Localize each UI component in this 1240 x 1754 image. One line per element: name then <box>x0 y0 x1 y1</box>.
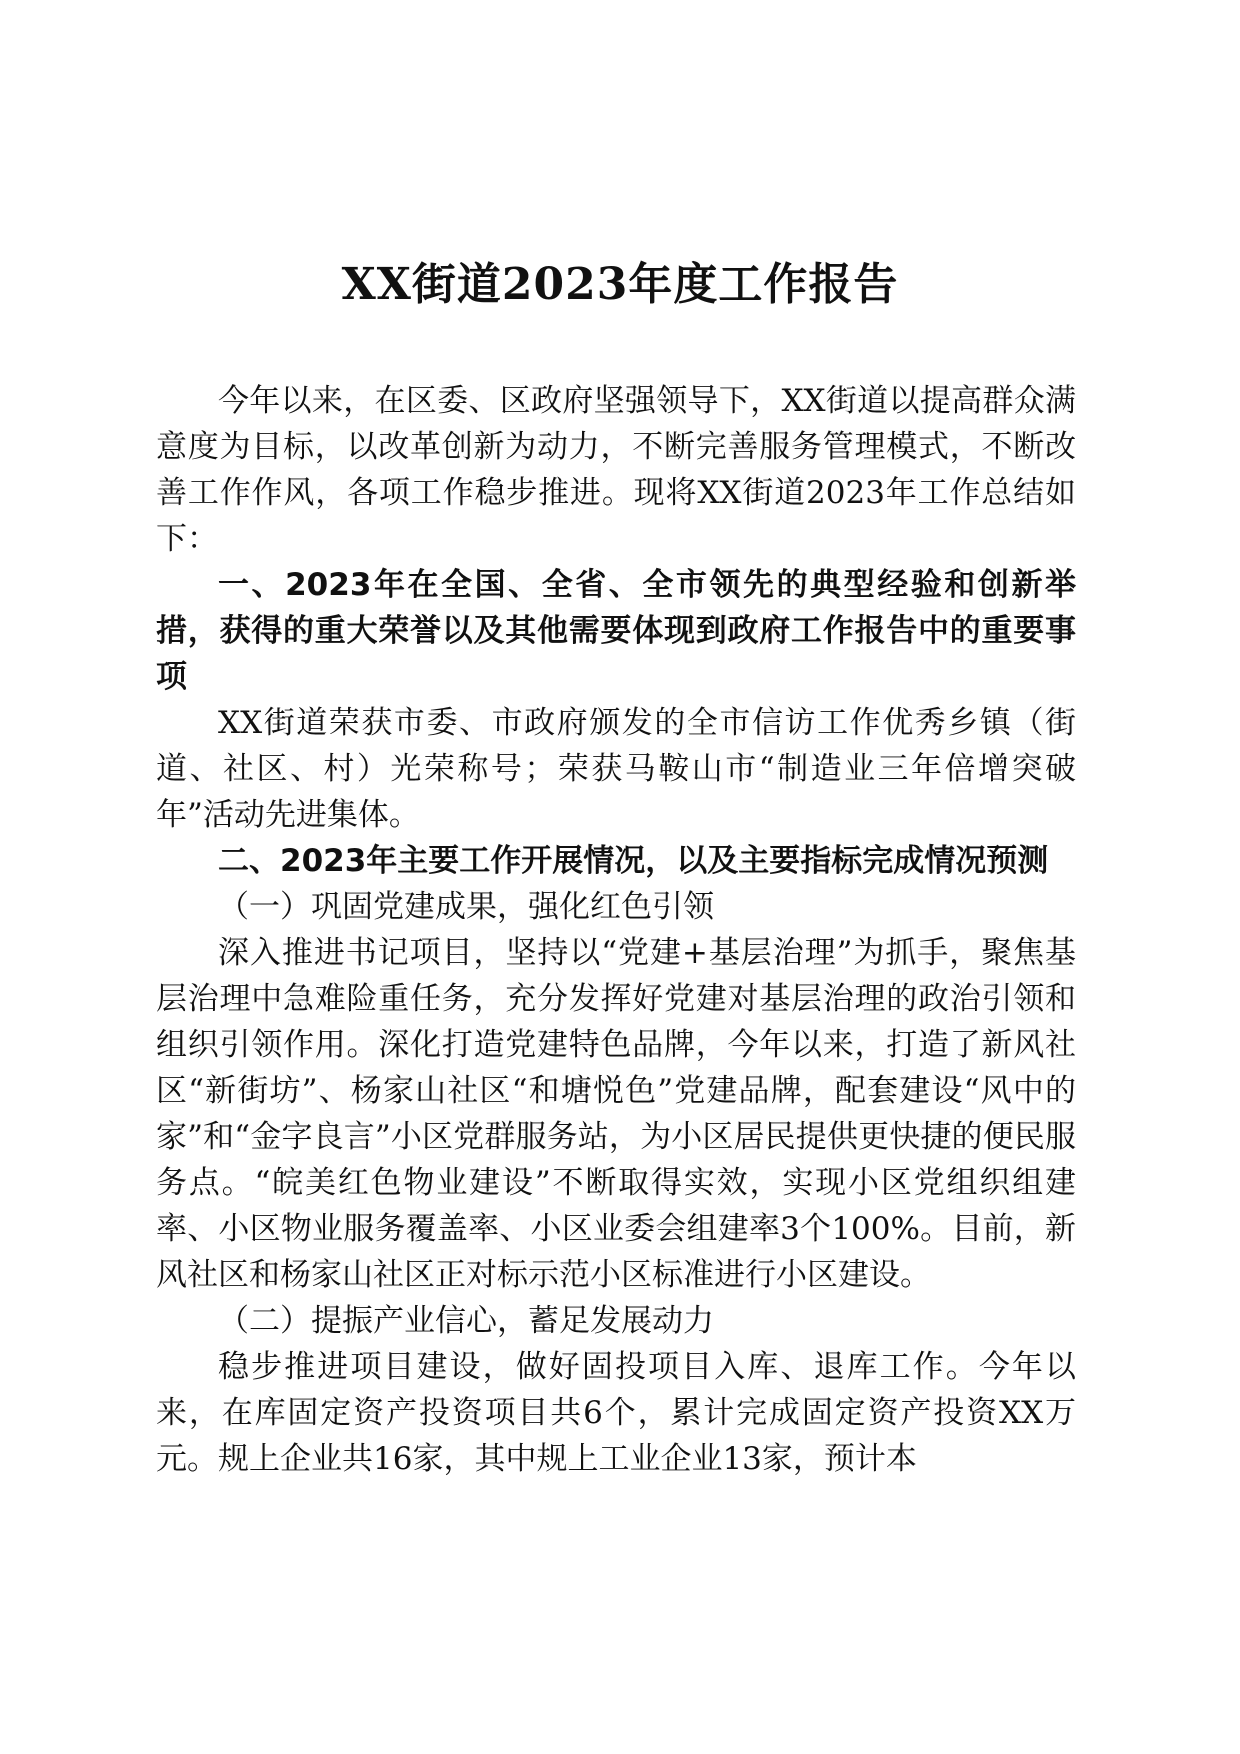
document-title: XX街道2023年度工作报告 <box>341 259 899 310</box>
section-1-paragraph: XX街道荣获市委、市政府颁发的全市信访工作优秀乡镇（街道、社区、村）光荣称号；荣获马鞍山市“制造业三年倍增突破年”活动先进集体。 <box>156 705 1076 833</box>
subsection-1-paragraph: 深入推进书记项目，坚持以“党建+基层治理”为抓手，聚焦基层治理中急难险重任务，充分发挥好党建对基层治理的政治引领和组织引领作用。深化打造党建特色品牌，今年以来，打造了新风社区“新街坊”、杨家山社区“和塘悦色”党建品牌，配套建设“风中的家”和“金字良言”小区党群服务站，为小区居民提供更快捷的便民服务点。“皖美红色物业建设”不断取得实效，实现小区党组织组建率、小区物业服务覆盖率、小区业委会组建率3个100%。目前，新风社区和杨家山社区正对标示范小区标准进行小区建设。 <box>156 935 1076 1293</box>
section-2-heading: 二、2023年主要工作开展情况，以及主要指标完成情况预测 <box>218 843 1049 879</box>
intro-paragraph: 今年以来，在区委、区政府坚强领导下，XX街道以提高群众满意度为目标，以改革创新为动力，不断完善服务管理模式，不断改善工作作风，各项工作稳步推进。现将XX街道2023年工作总结如下： <box>156 383 1076 557</box>
document-body <box>156 378 1076 1482</box>
subsection-1-heading: （一）巩固党建成果，强化红色引领 <box>218 889 714 925</box>
subsection-2-heading: （二）提振产业信心，蓄足发展动力 <box>218 1303 714 1339</box>
subsection-2-paragraph: 稳步推进项目建设，做好固投项目入库、退库工作。今年以来，在库固定资产投资项目共6个，累计完成固定资产投资XX万元。规上企业共16家，其中规上工业企业13家，预计本 <box>156 1349 1076 1477</box>
section-1-heading: 一、2023年在全国、全省、全市领先的典型经验和创新举措，获得的重大荣誉以及其他需要体现到政府工作报告中的重要事项 <box>156 567 1076 695</box>
